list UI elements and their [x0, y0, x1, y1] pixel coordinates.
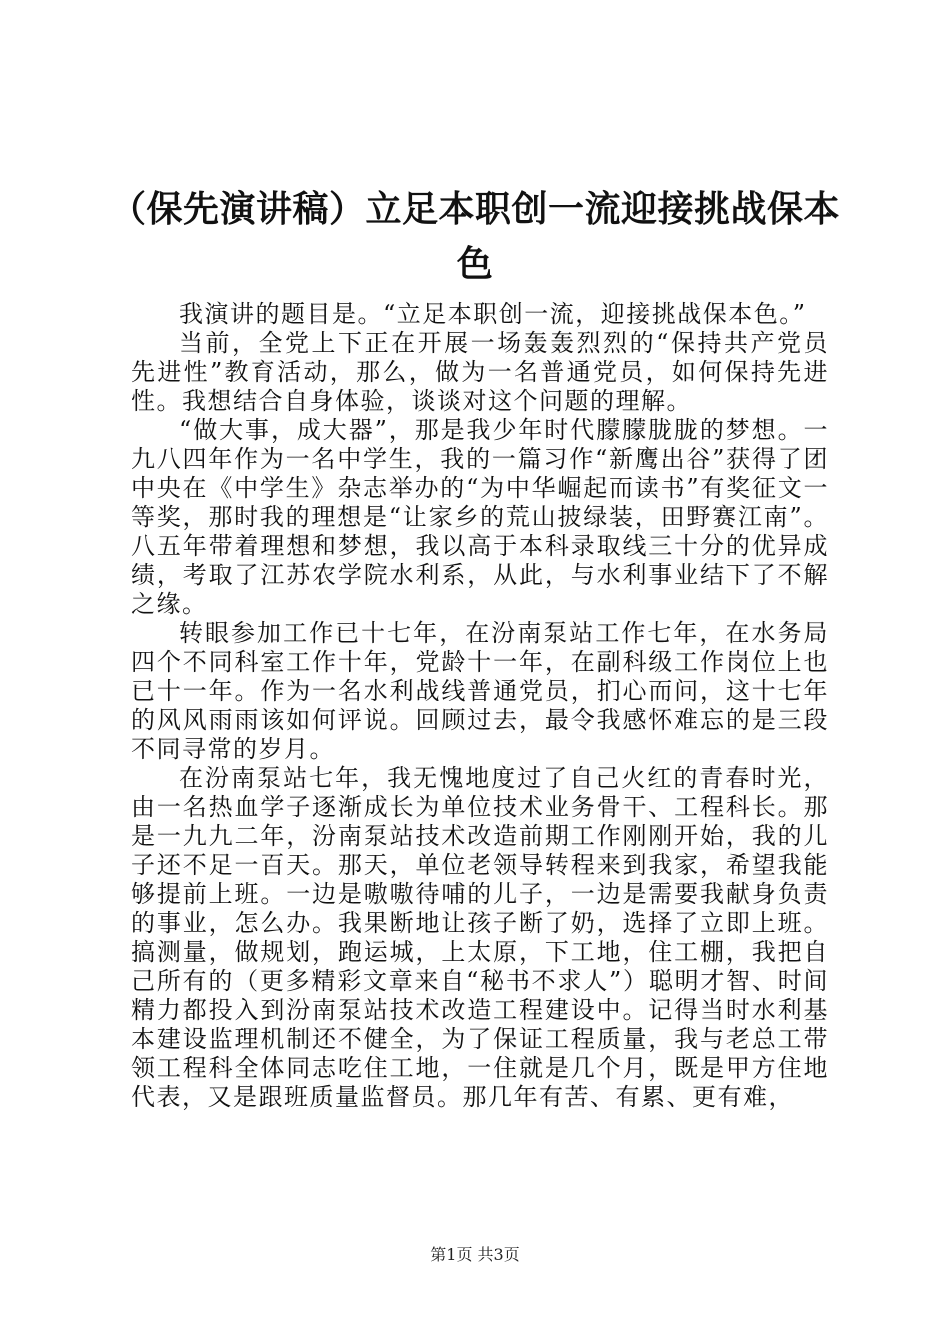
- document-body: [131, 300, 829, 1112]
- page-title: （保先演讲稿）立足本职创一流迎接挑战保本色: [110, 188, 841, 285]
- paragraph: 转眼参加工作已十七年，在汾南泵站工作七年，在水务局四个不同科室工作十年，党龄十一年，在副科级工作岗位上也已十一年。作为一名水利战线普通党员，扪心而问，这十七年的风风雨雨该如何评说。回顾过去，最令我感怀难忘的是三段不同寻常的岁月。: [131, 619, 829, 763]
- page-number-footer: 第1页 共3页: [430, 1245, 520, 1264]
- paragraph: 当前，全党上下正在开展一场轰轰烈烈的“保持共产党员先进性”教育活动，那么，做为一名普通党员，如何保持先进性。我想结合自身体验，谈谈对这个问题的理解。: [131, 329, 829, 415]
- paragraph: “做大事，成大器”，那是我少年时代朦朦胧胧的梦想。一九八四年作为一名中学生，我的一篇习作“新鹰出谷”获得了团中央在《中学生》杂志举办的“为中华崛起而读书”有奖征文一等奖，那时我的理想是“让家乡的荒山披绿装，田野赛江南”。八五年带着理想和梦想，我以高于本科录取线三十分的优异成绩，考取了江苏农学院水利系，从此，与水利事业结下了不解之缘。: [131, 416, 829, 618]
- paragraph: 在汾南泵站七年，我无愧地度过了自己火红的青春时光，由一名热血学子逐渐成长为单位技术业务骨干、工程科长。那是一九九二年，汾南泵站技术改造前期工作刚刚开始，我的儿子还不足一百天。那天，单位老领导转程来到我家，希望我能够提前上班。一边是嗷嗷待哺的儿子，一边是需要我献身负责的事业，怎么办。我果断地让孩子断了奶，选择了立即上班。搞测量，做规划，跑运城，上太原，下工地，住工棚，我把自己所有的（更多精彩文章来自“秘书不求人”）聪明才智、时间精力都投入到汾南泵站技术改造工程建设中。记得当时水利基本建设监理机制还不健全，为了保证工程质量，我与老总工带领工程科全体同志吃住工地，一住就是几个月，既是甲方住地代表，又是跟班质量监督员。那几年有苦、有累、更有难，: [131, 764, 829, 1111]
- paragraph: 我演讲的题目是。“立足本职创一流，迎接挑战保本色。”: [179, 300, 807, 328]
